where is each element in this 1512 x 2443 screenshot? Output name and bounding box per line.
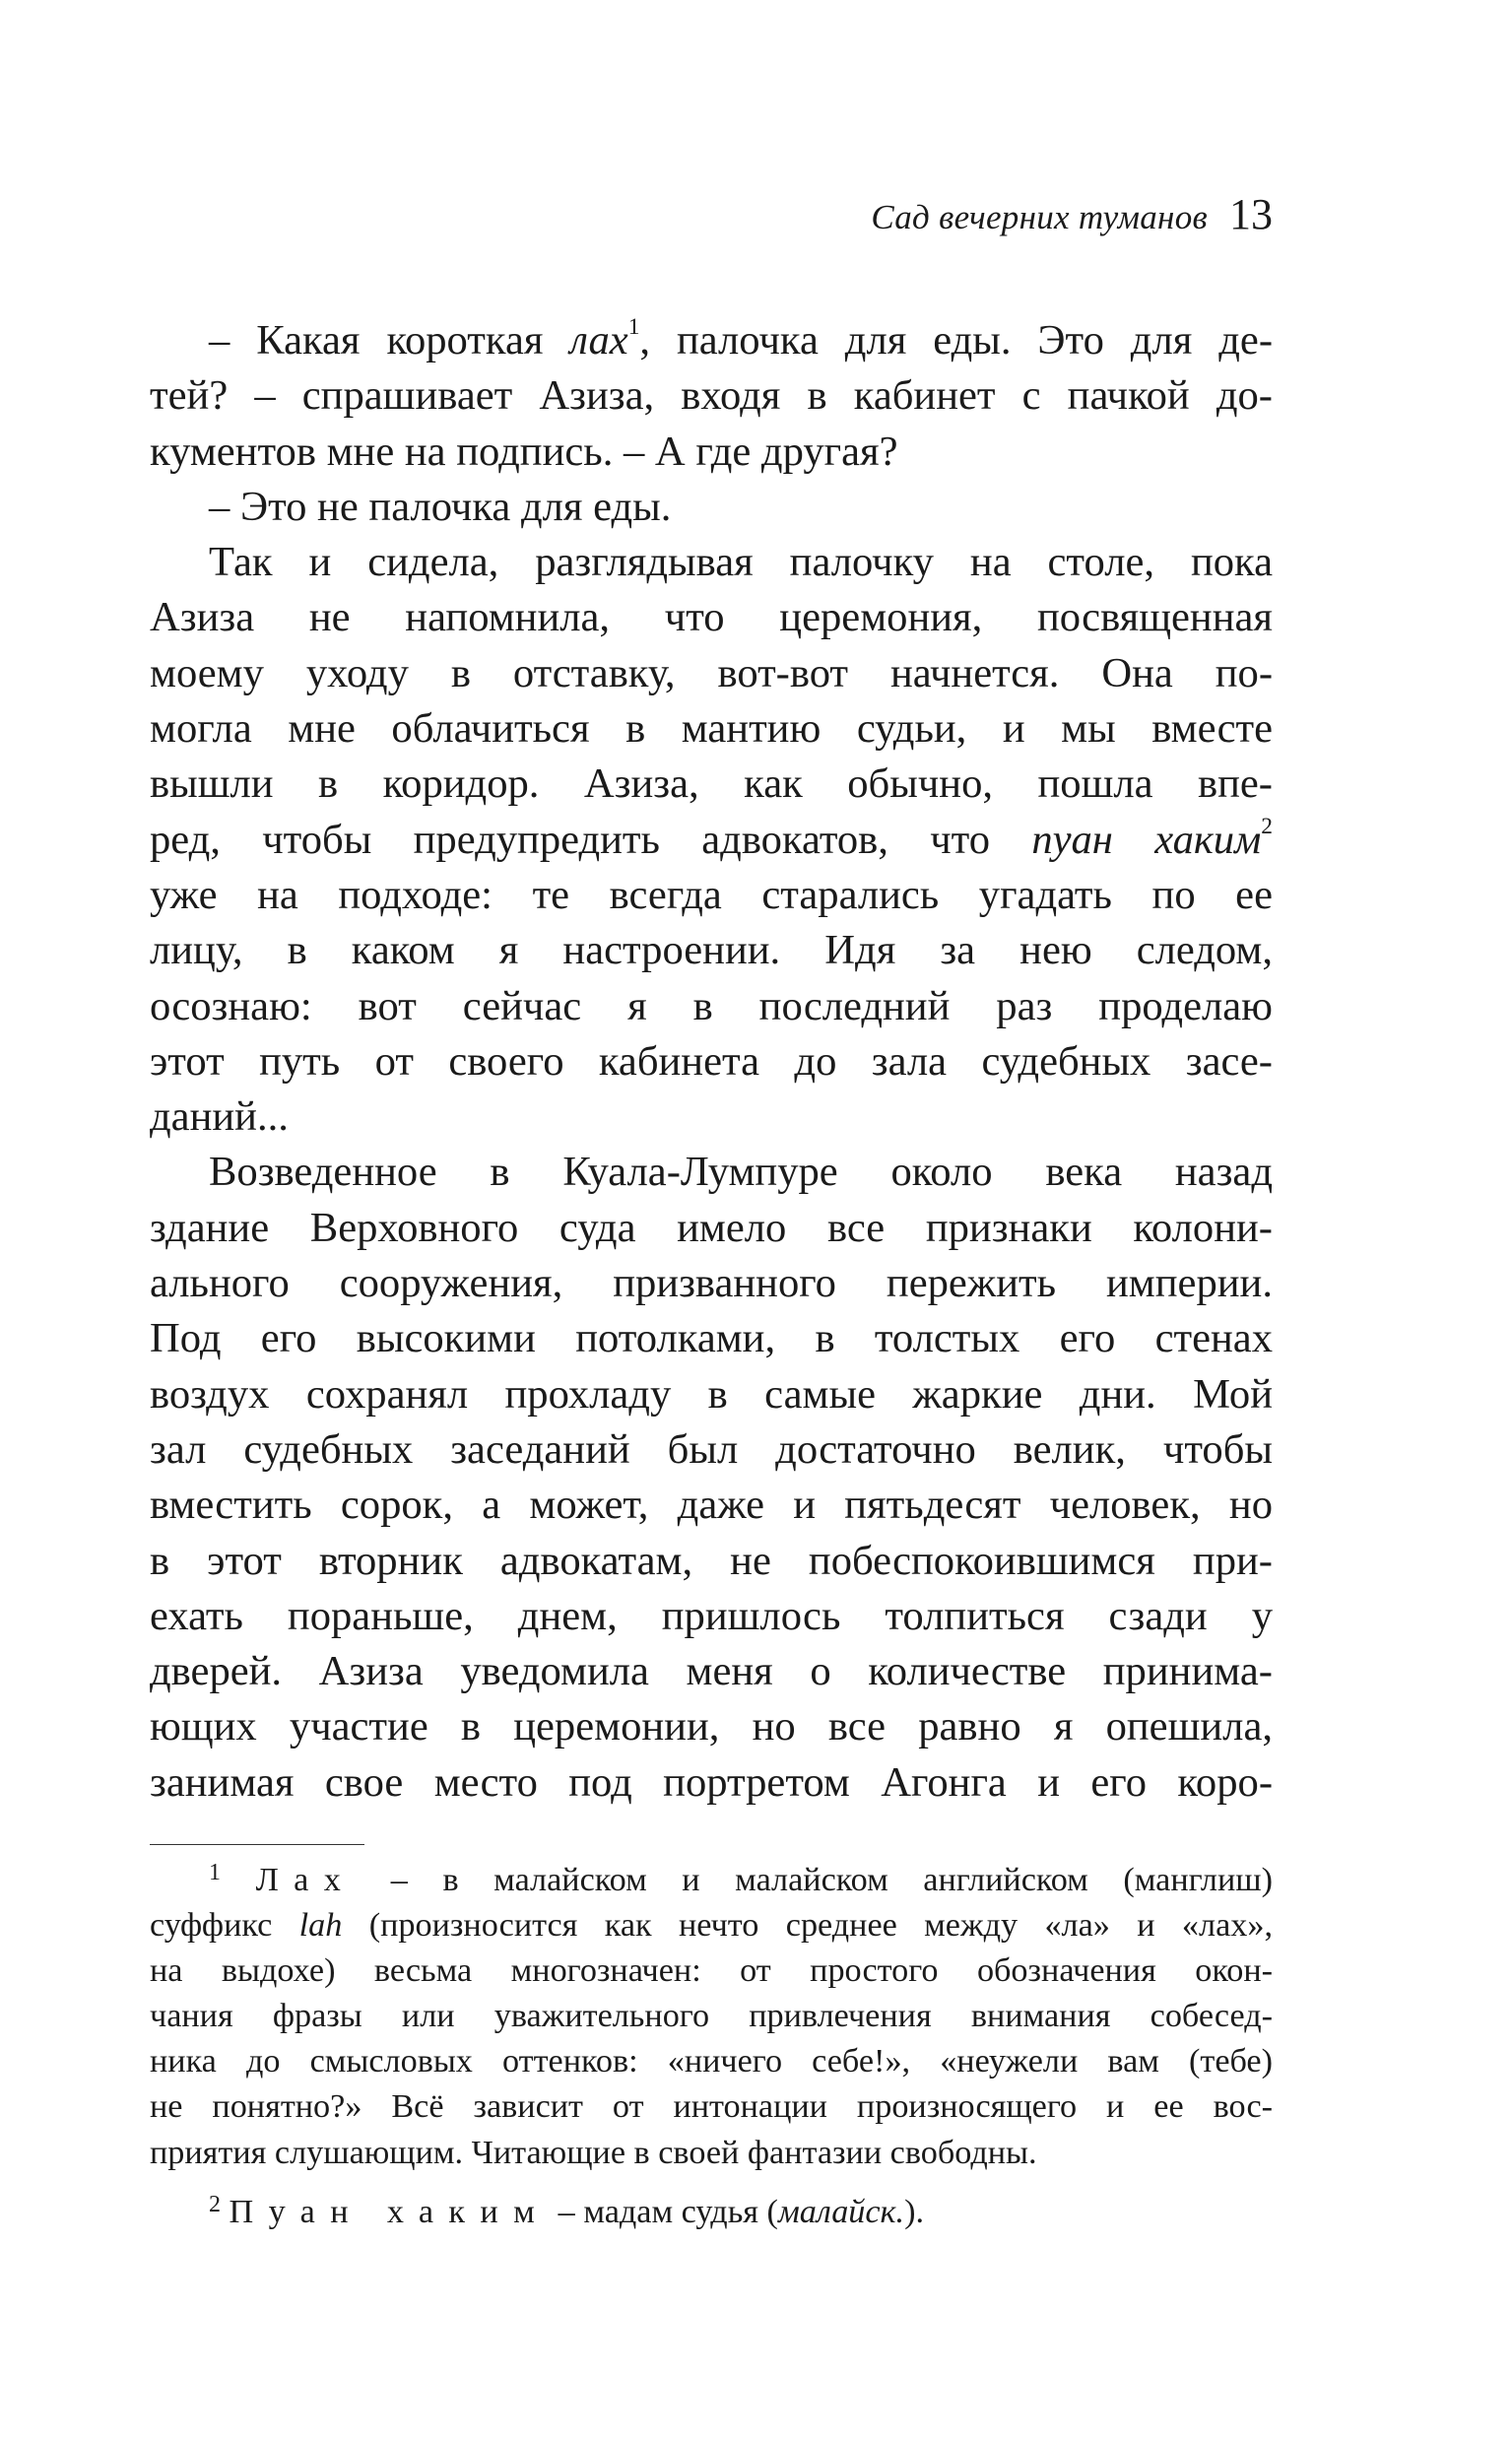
- footnote-line: [150, 1948, 1273, 1994]
- running-head: [150, 189, 1273, 239]
- footnote-term: Пуан хаким: [229, 2193, 551, 2230]
- main-text: [150, 313, 1273, 1811]
- footnote-2: [150, 2190, 1273, 2235]
- text-run: (произносится как нечто среднее между «ла» и «лах»,: [342, 1907, 1273, 1945]
- text-run: на выдохе) весьма многозначен: от простого обозначения окон-: [150, 1952, 1273, 1990]
- text-line: [150, 425, 1273, 480]
- text-run: не понятно?» Всё зависит от интонации произносящего и ее вос-: [150, 2088, 1273, 2126]
- text-run: чания фразы или уважительного привлечения внимания собесед-: [150, 1998, 1273, 2035]
- italic-term: малайск.: [777, 2193, 905, 2230]
- text-run: моему уходу в отставку, вот-вот начнется. Она по-: [150, 649, 1273, 696]
- text-line: [150, 1478, 1273, 1533]
- text-run: воздух сохранял прохладу в самые жаркие дни. Мой: [150, 1370, 1273, 1418]
- running-title: Сад вечерних туманов: [871, 198, 1208, 236]
- text-line: [150, 1644, 1273, 1699]
- text-run: лицу, в каком я настроении. Идя за нею следом,: [150, 927, 1273, 974]
- footnote-line: [150, 1994, 1273, 2039]
- footnote-1: [150, 1858, 1273, 2176]
- text-line: [150, 535, 1273, 590]
- text-run: занимая свое место под портретом Агонга и его коро-: [150, 1758, 1273, 1806]
- text-line: [150, 1034, 1273, 1089]
- text-run: [221, 1862, 256, 1898]
- text-line: [150, 979, 1273, 1034]
- footnote-ref: 1: [627, 314, 640, 341]
- text-run: дверей. Азиза уведомила меня о количестве принима-: [150, 1648, 1273, 1695]
- text-run: – Это не палочка для еды.: [209, 483, 672, 530]
- text-line: [150, 813, 1273, 868]
- text-run: даний...: [150, 1093, 289, 1141]
- text-line: [150, 480, 1273, 535]
- text-run: ).: [904, 2193, 925, 2230]
- footnote-line: [150, 2131, 1273, 2176]
- text-run: , палочка для еды. Это для де-: [639, 317, 1274, 363]
- page-number: 13: [1229, 190, 1273, 238]
- text-run: суффикс: [150, 1907, 299, 1945]
- text-line: [150, 1145, 1273, 1200]
- text-line: [150, 1755, 1273, 1811]
- text-line: [150, 368, 1273, 424]
- text-line: [150, 1589, 1273, 1644]
- text-line: [150, 1311, 1273, 1366]
- text-line: [150, 1367, 1273, 1422]
- text-run: – Какая короткая: [209, 317, 570, 363]
- text-run: Возведенное в Куала-Лумпуре около века назад: [209, 1149, 1273, 1196]
- text-run: [221, 2194, 230, 2230]
- text-line: [150, 923, 1273, 978]
- text-line: [150, 590, 1273, 645]
- text-line: [150, 1256, 1273, 1311]
- text-run: вместить сорок, а может, даже и пятьдесят человек, но: [150, 1482, 1273, 1529]
- text-line: [150, 1201, 1273, 1256]
- text-run: Так и сидела, разглядывая палочку на столе, пока: [209, 539, 1273, 586]
- text-run: Под его высокими потолками, в толстых его стенах: [150, 1315, 1273, 1362]
- text-run: этот путь от своего кабинета до зала судебных засе-: [150, 1037, 1273, 1085]
- italic-term: lah: [298, 1907, 343, 1945]
- text-run: в этот вторник адвокатам, не побеспокоившимся при-: [150, 1537, 1273, 1584]
- text-line: [150, 313, 1273, 368]
- text-run: ред, чтобы предупредить адвокатов, что: [150, 816, 1032, 863]
- footnote-term: Лах: [255, 1862, 357, 1898]
- text-line: [150, 1422, 1273, 1478]
- text-run: уже на подходе: те всегда старались угадать по ее: [150, 871, 1273, 918]
- text-run: приятия слушающим. Читающие в своей фантазии свободны.: [150, 2134, 1037, 2171]
- text-run: Азиза не напомнила, что церемония, посвященная: [150, 594, 1273, 641]
- text-run: кументов мне на подпись. – А где другая?: [150, 428, 898, 475]
- footnote-number: 2: [209, 2191, 221, 2217]
- italic-term: лах: [569, 317, 628, 363]
- italic-term: пуан хаким: [1031, 816, 1262, 863]
- text-run: ющих участие в церемонии, но все равно я опешила,: [150, 1703, 1273, 1750]
- footnote-line: [150, 2084, 1273, 2130]
- text-line: [150, 1699, 1273, 1754]
- text-run: ехать пораньше, днем, пришлось толпиться сзади у: [150, 1592, 1273, 1639]
- text-run: здание Верховного суда имело все признаки колони-: [150, 1204, 1273, 1251]
- text-run: осознаю: вот сейчас я в последний раз проделаю: [150, 982, 1273, 1029]
- text-run: зал судебных заседаний был достаточно велик, чтобы: [150, 1425, 1273, 1473]
- text-run: – в малайском и малайском английском (манглиш): [356, 1862, 1274, 1898]
- text-run: могла мне облачиться в мантию судьи, и мы вместе: [150, 705, 1273, 753]
- footnote-line: [150, 1858, 1273, 1903]
- footnote-line: [150, 1903, 1273, 1948]
- text-run: тей? – спрашивает Азиза, входя в кабинет с пачкой до-: [150, 372, 1273, 420]
- text-run: ального сооружения, призванного пережить империи.: [150, 1260, 1273, 1307]
- text-line: [150, 701, 1273, 757]
- footnote-line: [150, 2190, 1273, 2235]
- footnote-line: [150, 2039, 1273, 2084]
- footnote-ref: 2: [1261, 813, 1273, 839]
- text-run: ника до смысловых оттенков: «ничего себе!», «неужели вам (тебе): [150, 2043, 1273, 2080]
- text-line: [150, 757, 1273, 812]
- footnote-number: 1: [209, 1860, 221, 1886]
- text-line: [150, 1534, 1273, 1589]
- text-line: [150, 646, 1273, 701]
- text-run: – мадам судья (: [550, 2193, 778, 2230]
- footnote-rule: [150, 1844, 364, 1845]
- text-line: [150, 1089, 1273, 1145]
- footnotes: [150, 1858, 1273, 2235]
- text-line: [150, 868, 1273, 923]
- text-run: вышли в коридор. Азиза, как обычно, пошла впе-: [150, 760, 1273, 808]
